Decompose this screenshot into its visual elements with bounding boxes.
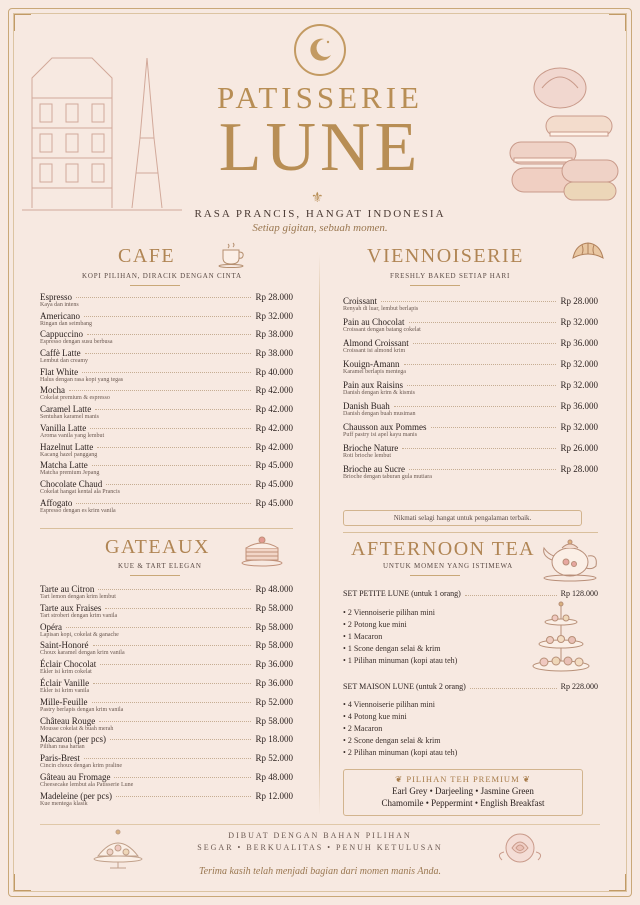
leader-dots: [116, 796, 252, 797]
leader-dots: [92, 465, 252, 466]
menu-item: [40, 442, 293, 461]
item-description: Kacang hazel panggang: [40, 451, 98, 458]
set-item: [343, 631, 523, 643]
moon-badge: [294, 24, 346, 76]
item-price: Rp 48.000: [255, 771, 293, 782]
item-description: Aroma vanila yang lembut: [40, 432, 105, 439]
item-name: Opéra: [40, 621, 62, 632]
crescent-moon-icon: [305, 35, 335, 65]
set-name: SET MAISON LUNE (untuk 2 orang): [343, 682, 466, 691]
menu-item: [343, 380, 598, 401]
item-price: Rp 38.000: [255, 329, 293, 340]
menu-item: [40, 753, 293, 772]
cafe-subtitle: KOPI PILIHAN, DIRACIK DENGAN CINTA: [82, 272, 242, 280]
leader-dots: [394, 406, 557, 407]
viennoiserie-title: VIENNOISERIE: [367, 245, 524, 267]
bullet: •: [343, 608, 348, 617]
teapot-icon: [540, 534, 604, 582]
set-petite-lune-items: [343, 607, 523, 667]
item-price: Rp 45.000: [255, 497, 293, 508]
item-name: Paris-Brest: [40, 753, 80, 764]
croissant-icon: [570, 240, 606, 266]
set-item: [343, 655, 523, 667]
item-description: Cheesecake lembut ala Patisserie Lune: [40, 781, 134, 788]
item-price: Rp 28.000: [560, 296, 598, 306]
leader-dots: [82, 372, 251, 373]
menu-item: [343, 359, 598, 380]
leader-dots: [87, 334, 251, 335]
item-description: Danish dengan buah musiman: [343, 411, 416, 417]
leader-dots: [470, 680, 557, 689]
footer-script: Terima kasih telah menjadi bagian dari momen manis Anda.: [199, 866, 441, 877]
item-name: Croissant: [343, 296, 378, 306]
menu-item: [40, 348, 293, 367]
tagline-script: Setiap gigitan, sebuah momen.: [252, 222, 388, 234]
viennoiserie-note: Nikmati selagi hangat untuk pengalaman terbaik.: [343, 510, 582, 526]
leader-dots: [407, 385, 556, 386]
item-description: Lapisan kopi, cokelat & ganache: [40, 631, 119, 638]
item-price: Rp 26.000: [560, 443, 598, 453]
leader-dots: [98, 589, 251, 590]
leader-dots: [66, 627, 251, 628]
item-description: Espresso dengan susu berbusa: [40, 339, 113, 346]
premium-tea-title: [344, 774, 582, 785]
item-description: Brioche dengan taburan gula mutiara: [343, 474, 432, 480]
item-name: Saint-Honoré: [40, 640, 89, 651]
tea-list-line: Earl Grey • Darjeeling • Jasmine Green: [392, 786, 534, 796]
item-description: Ringan dan seimbang: [40, 320, 92, 327]
gateaux-title: GATEAUX: [105, 536, 210, 558]
menu-item: [40, 479, 293, 498]
item-name: Pain au Chocolat: [343, 317, 405, 327]
item-description: Cincin choux dengan krim praline: [40, 763, 122, 770]
item-description: Lembut dan creamy: [40, 358, 88, 365]
item-name: Danish Buah: [343, 401, 390, 411]
leader-dots: [409, 322, 557, 323]
item-name: Flat White: [40, 366, 79, 377]
item-name: Chausson aux Pommes: [343, 422, 427, 432]
set-item-text: 2 Scone dengan selai & krim: [347, 736, 441, 745]
item-name: Hazelnut Latte: [40, 441, 94, 452]
set-item-text: 2 Viennoiserie pilihan mini: [347, 608, 435, 617]
leaf-icon: ❦: [395, 774, 404, 784]
menu-item: [40, 584, 293, 603]
gateaux-subtitle: KUE & TART ELEGAN: [118, 562, 202, 570]
item-price: Rp 48.000: [255, 584, 293, 594]
item-description: Ekler isi krim vanila: [40, 687, 90, 694]
leader-dots: [84, 758, 251, 759]
leader-dots: [76, 503, 251, 504]
set-item: [343, 607, 523, 619]
section-rule: [410, 575, 460, 576]
item-price: Rp 28.000: [255, 292, 293, 302]
item-name: Kouign-Amann: [343, 359, 400, 369]
menu-item: [40, 460, 293, 479]
item-price: Rp 32.000: [255, 310, 293, 321]
item-description: Kue mentega klasik: [40, 800, 88, 807]
leader-dots: [69, 390, 251, 391]
leaf-icon: ❦: [522, 774, 531, 784]
set-item: [343, 711, 543, 723]
item-description: Halus dengan rasa kopi yang tegas: [40, 376, 124, 383]
section-divider: [40, 528, 293, 529]
menu-item: [40, 678, 293, 697]
bullet: •: [343, 632, 348, 641]
leader-dots: [95, 409, 251, 410]
coffee-cup-icon: [218, 240, 248, 268]
item-name: Almond Croissant: [343, 338, 409, 348]
leader-dots: [402, 448, 556, 449]
set-maison-lune-items: [343, 699, 543, 759]
menu-item: [40, 772, 293, 791]
item-name: Brioche Nature: [343, 443, 399, 453]
menu-item: [40, 329, 293, 348]
leader-dots: [85, 353, 252, 354]
leader-dots: [431, 427, 557, 428]
leader-dots: [381, 301, 556, 302]
cafe-menu-list: [40, 292, 293, 516]
item-name: Éclair Chocolat: [40, 659, 97, 670]
item-name: Vanilla Latte: [40, 422, 87, 433]
item-description: Mousse cokelat & buah merah: [40, 725, 114, 732]
item-name: Affogato: [40, 497, 73, 508]
item-name: Mille-Feuille: [40, 696, 88, 707]
item-price: Rp 42.000: [255, 441, 293, 452]
set-price: Rp 128.000: [560, 589, 598, 598]
menu-item: [343, 338, 598, 359]
item-description: Karamel berlapis mentega: [343, 369, 406, 375]
item-price: Rp 58.000: [255, 640, 293, 651]
item-name: Mocha: [40, 385, 65, 396]
item-description: Tart lemon dengan krim lembut: [40, 594, 116, 600]
item-price: Rp 52.000: [255, 753, 293, 764]
item-description: Cokelat premium & espresso: [40, 395, 110, 402]
afternoon-tea-subtitle: UNTUK MOMEN YANG ISTIMEWA: [383, 562, 513, 570]
fleur-de-lis-icon: ⚜: [311, 191, 324, 206]
item-description: Pastry berlapis dengan krim vanila: [40, 706, 124, 713]
set-item-text: 2 Potong kue mini: [347, 620, 407, 629]
item-description: Pilihan rasa harian: [40, 744, 85, 751]
premium-tea-title-text: PILIHAN TEH PREMIUM: [406, 774, 520, 784]
tea-stand-icon: [528, 600, 594, 678]
item-name: Tarte au Citron: [40, 584, 95, 594]
set-item: [343, 643, 523, 655]
leader-dots: [413, 343, 557, 344]
footer-divider: [40, 824, 600, 825]
item-price: Rp 32.000: [560, 380, 598, 390]
set-item: [343, 723, 543, 735]
footer-line-2: SEGAR • BERKUALITAS • PENUH KETULUSAN: [197, 843, 443, 852]
menu-item: [40, 659, 293, 678]
menu-item: [40, 603, 293, 622]
footer-line-1: DIBUAT DENGAN BAHAN PILIHAN: [228, 831, 412, 840]
menu-item: [343, 401, 598, 422]
bullet: •: [343, 644, 348, 653]
leader-dots: [92, 702, 252, 703]
leader-dots: [110, 739, 252, 740]
leader-dots: [100, 664, 251, 665]
leader-dots: [84, 316, 252, 317]
item-price: Rp 42.000: [255, 385, 293, 396]
leader-dots: [465, 587, 557, 596]
menu-item: [40, 311, 293, 330]
brand-name-main: LUNE: [218, 109, 422, 186]
set-item-text: 4 Potong kue mini: [347, 712, 407, 721]
item-name: Espresso: [40, 292, 72, 302]
menu-item: [40, 404, 293, 423]
column-divider: [319, 255, 320, 815]
tagline: RASA PRANCIS, HANGAT INDONESIA: [194, 208, 446, 220]
cafe-title: CAFE: [118, 245, 176, 267]
bullet: •: [343, 748, 348, 757]
menu-item: [40, 791, 293, 810]
menu-item: [343, 296, 598, 317]
item-name: Éclair Vanille: [40, 677, 90, 688]
bullet: •: [343, 712, 348, 721]
afternoon-tea-title: AFTERNOON TEA: [351, 538, 536, 560]
item-price: Rp 36.000: [560, 338, 598, 348]
leader-dots: [90, 428, 251, 429]
item-description: Danish dengan krim & kismis: [343, 390, 415, 396]
item-price: Rp 32.000: [560, 359, 598, 369]
item-price: Rp 12.000: [255, 790, 293, 801]
set-price: Rp 228.000: [560, 682, 598, 691]
item-price: Rp 58.000: [255, 602, 293, 613]
gateaux-menu-list: [40, 584, 293, 810]
cake-icon: [240, 530, 284, 568]
set-item-text: 1 Scone dengan selai & krim: [347, 644, 441, 653]
item-price: Rp 42.000: [255, 404, 293, 415]
set-item-text: 4 Viennoiserie pilihan mini: [347, 700, 435, 709]
item-price: Rp 40.000: [255, 366, 293, 377]
viennoiserie-menu-list: [343, 296, 598, 485]
bullet: •: [343, 620, 348, 629]
leader-dots: [106, 484, 251, 485]
leader-dots: [93, 645, 252, 646]
item-price: Rp 18.000: [255, 734, 293, 745]
menu-item: [343, 464, 598, 485]
item-description: Sentuhan karamel manis: [40, 414, 99, 421]
bullet: •: [343, 736, 348, 745]
bullet: •: [343, 724, 348, 733]
menu-item: [40, 498, 293, 517]
menu-item: [40, 385, 293, 404]
menu-item: [40, 716, 293, 735]
leader-dots: [404, 364, 557, 365]
set-item-text: 1 Pilihan minuman (kopi atau teh): [347, 656, 458, 665]
set-item-text: 2 Pilihan minuman (kopi atau teh): [347, 748, 458, 757]
item-name: Madeleine (per pcs): [40, 790, 112, 801]
leader-dots: [76, 297, 251, 298]
set-petite-lune: [343, 589, 598, 598]
item-description: Ekler isi krim cokelat: [40, 669, 92, 676]
item-price: Rp 52.000: [255, 696, 293, 707]
item-price: Rp 58.000: [255, 621, 293, 632]
menu-item: [40, 622, 293, 641]
item-name: Tarte aux Fraises: [40, 602, 102, 613]
menu-item: [40, 640, 293, 659]
section-rule: [130, 575, 180, 576]
item-price: Rp 36.000: [255, 659, 293, 670]
item-price: Rp 45.000: [255, 460, 293, 471]
item-description: Choux karamel dengan krim vanila: [40, 650, 125, 657]
item-price: Rp 45.000: [255, 478, 293, 489]
item-description: Renyah di luar, lembut berlapis: [343, 306, 419, 312]
brand-name-top: PATISSERIE: [217, 80, 423, 115]
menu-item: [343, 443, 598, 464]
item-price: Rp 42.000: [255, 422, 293, 433]
set-name: SET PETITE LUNE (untuk 1 orang): [343, 589, 461, 598]
item-description: Matcha premium Jepang: [40, 470, 100, 477]
bullet: •: [343, 656, 348, 665]
item-description: Cokelat hangat kental ala Prancis: [40, 488, 120, 495]
item-name: Château Rouge: [40, 715, 96, 726]
item-description: Puff pastry isi apel kayu manis: [343, 432, 418, 438]
item-price: Rp 36.000: [255, 677, 293, 688]
set-item: [343, 619, 523, 631]
item-price: Rp 32.000: [560, 422, 598, 432]
bullet: •: [343, 700, 348, 709]
item-name: Chocolate Chaud: [40, 478, 103, 489]
menu-item: [343, 422, 598, 443]
menu-item: [40, 292, 293, 311]
set-item-text: 1 Macaron: [347, 632, 383, 641]
leader-dots: [99, 721, 251, 722]
item-name: Americano: [40, 310, 80, 321]
item-name: Caffè Latte: [40, 348, 81, 359]
item-description: Croissant isi almond krim: [343, 348, 406, 354]
set-item: [343, 747, 543, 759]
premium-tea-box: [343, 769, 583, 816]
item-name: Macaron (per pcs): [40, 734, 106, 745]
leader-dots: [114, 777, 251, 778]
section-rule: [410, 285, 460, 286]
item-description: Roti brioche lembut: [343, 453, 391, 459]
item-description: Kaya dan intens: [40, 302, 79, 308]
leader-dots: [93, 683, 251, 684]
set-item: [343, 699, 543, 711]
set-maison-lune: [343, 682, 598, 691]
item-price: Rp 28.000: [560, 464, 598, 474]
leader-dots: [105, 608, 251, 609]
menu-item: [343, 317, 598, 338]
item-name: Caramel Latte: [40, 404, 92, 415]
tea-list-line: Chamomile • Peppermint • English Breakfast: [381, 798, 545, 808]
menu-item: [40, 734, 293, 753]
item-description: Espresso dengan es krim vanila: [40, 507, 116, 514]
leader-dots: [409, 469, 557, 470]
leader-dots: [97, 447, 251, 448]
item-name: Matcha Latte: [40, 460, 88, 471]
item-name: Brioche au Sucre: [343, 464, 405, 474]
menu-item: [40, 423, 293, 442]
set-item-text: 2 Macaron: [347, 724, 383, 733]
menu-item: [40, 367, 293, 386]
item-price: Rp 36.000: [560, 401, 598, 411]
item-name: Gâteau au Fromage: [40, 771, 111, 782]
set-item: [343, 735, 543, 747]
item-name: Pain aux Raisins: [343, 380, 403, 390]
item-price: Rp 38.000: [255, 348, 293, 359]
item-price: Rp 32.000: [560, 317, 598, 327]
viennoiserie-subtitle: FRESHLY BAKED SETIAP HARI: [390, 272, 511, 280]
item-name: Cappuccino: [40, 329, 83, 340]
item-description: Croissant dengan batang cokelat: [343, 327, 421, 333]
section-divider: [343, 532, 598, 533]
menu-item: [40, 697, 293, 716]
section-rule: [130, 285, 180, 286]
item-price: Rp 58.000: [255, 715, 293, 726]
item-description: Tart stroberi dengan krim vanila: [40, 612, 118, 619]
